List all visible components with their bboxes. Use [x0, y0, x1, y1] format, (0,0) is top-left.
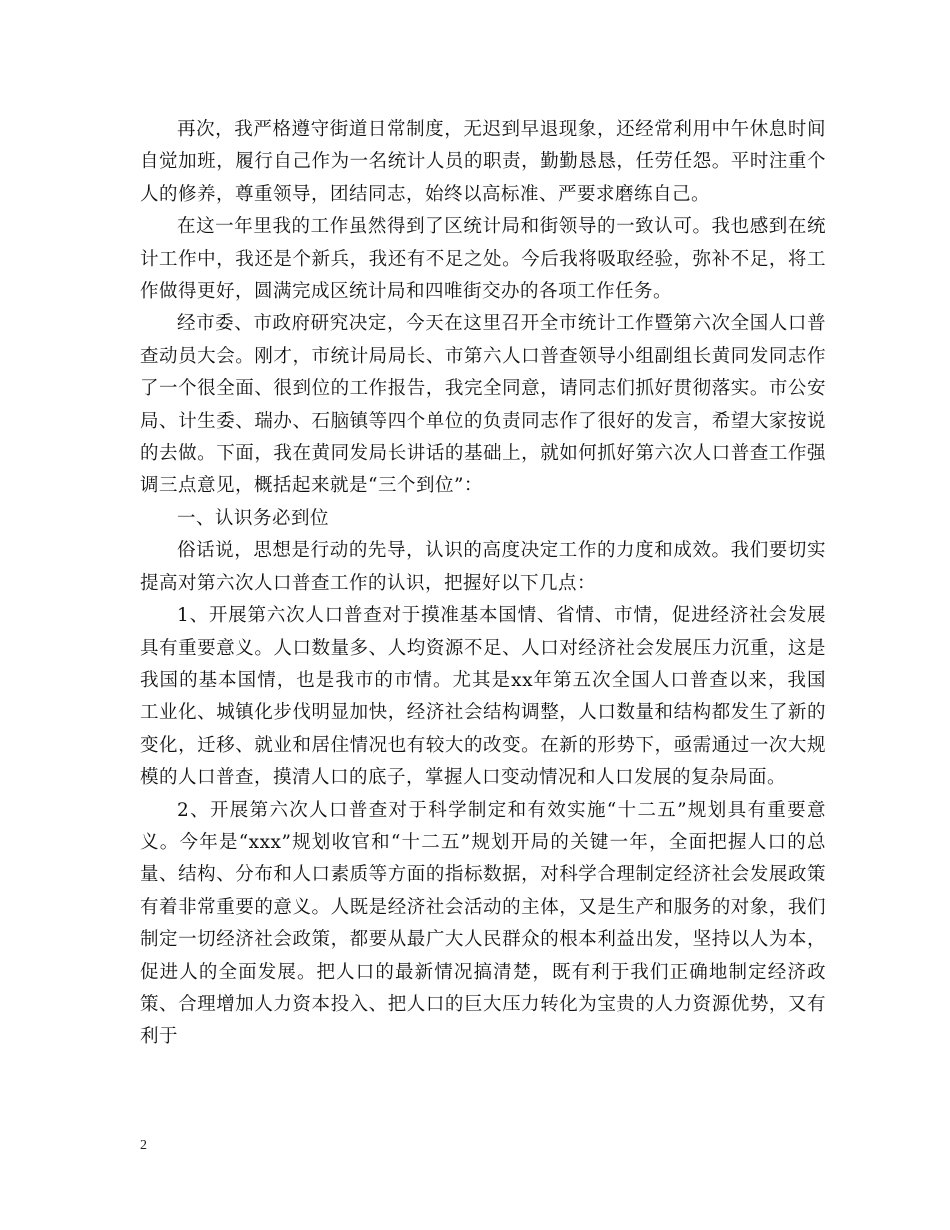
page-number: 2 — [140, 1138, 147, 1153]
document-body — [140, 114, 826, 1054]
paragraph-6: 2、开展第六次人口普查对于科学制定和有效实施“十二五”规划具有重要意义。今年是“xxx”规划收官和“十二五”规划开局的关键一年，全面把握人口的总量、结构、分布和人口素质等方面的指标数据，对科学合理制定经济社会发展政策有着非常重要的意义。人既是经济社会活动的主体，又是生产和服务的对象，我们制定一切经济社会政策，都要从最广大人民群众的根本利益出发，坚持以人为本，促进人的全面发展。把人口的最新情况搞清楚，既有利于我们正确地制定经济政策、合理增加人力资本投入、把人口的巨大压力转化为宝贵的人力资源优势，又有利于 — [140, 799, 826, 1048]
paragraph-5: 1、开展第六次人口普查对于摸准基本国情、省情、市情，促进经济社会发展具有重要意义。人口数量多、人均资源不足、人口对经济社会发展压力沉重，这是我国的基本国情，也是我市的市情。尤其是xx年第五次全国人口普查以来，我国工业化、城镇化步伐明显加快，经济社会结构调整，人口数量和结构都发生了新的变化，迁移、就业和居住情况也有较大的改变。在新的形势下，亟需通过一次大规模的人口普查，摸清人口的底子，掌握人口变动情况和人口发展的复杂局面。 — [140, 605, 826, 789]
paragraph-2: 在这一年里我的工作虽然得到了区统计局和街领导的一致认可。我也感到在统计工作中，我还是个新兵，我还有不足之处。今后我将吸取经验，弥补不足，将工作做得更好，圆满完成区统计局和四唯街交办的各项工作任务。 — [140, 216, 826, 303]
paragraph-3: 经市委、市政府研究决定，今天在这里召开全市统计工作暨第六次全国人口普查动员大会。刚才，市统计局局长、市第六人口普查领导小组副组长黄同发同志作了一个很全面、很到位的工作报告，我完全同意，请同志们抓好贯彻落实。市公安局、计生委、瑞办、石脑镇等四个单位的负责同志作了很好的发言，希望大家按说的去做。下面，我在黄同发局长讲话的基础上，就如何抓好第六次人口普查工作强调三点意见，概括起来就是“三个到位”： — [140, 313, 826, 497]
paragraph-1: 再次，我严格遵守街道日常制度，无迟到早退现象，还经常利用中午休息时间自觉加班，履行自己作为一名统计人员的职责，勤勤恳恳，任劳任怨。平时注重个人的修养，尊重领导，团结同志，始终以高标准、严要求磨练自己。 — [140, 119, 826, 205]
section-heading: 一、认识务必到位 — [177, 507, 330, 529]
paragraph-4: 俗话说，思想是行动的先导，认识的高度决定工作的力度和成效。我们要切实提高对第六次人口普查工作的认识，把握好以下几点： — [140, 540, 826, 594]
